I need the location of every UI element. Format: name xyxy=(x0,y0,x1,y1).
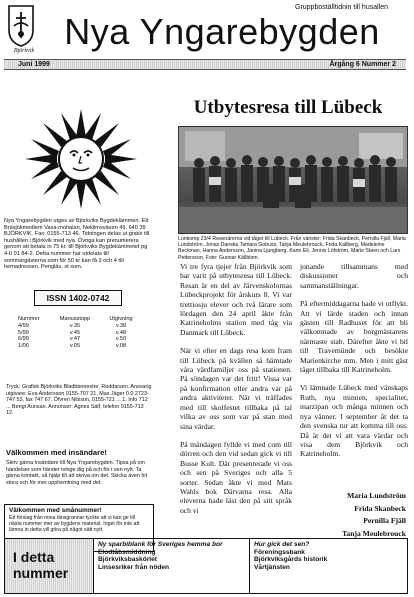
article-column-1 xyxy=(180,262,292,524)
municipal-crest-icon xyxy=(6,4,36,48)
group-photo xyxy=(178,126,408,234)
contents-item: Elodtåbsmiddning xyxy=(98,548,156,556)
paragraph: Vi tre fyra tjejer från Björkvik som har varit på utbytesresa till Lübeck. Resan är en del av Järvenskolornas Lübeckprojekt för årskurs 8. Vi var trettiosju elever och två lärare som lördagen den 24 april åkte från Katrineholms station med tåg via Danmark till Lübeck. xyxy=(180,262,292,337)
in-this-issue-bar xyxy=(4,538,408,594)
paragraph: När vi efter en dags resa kom fram till Lübeck på kvällen så hämtade våra värdfamiljer oss på stationen. På söndagen var det fritt! Vissa var på konfirmation eller andra var på andra aktiviteter. När vi träffades med till skolfestet tillbaka på tal vilka av oss som var på stan med sina värdar. xyxy=(180,346,292,431)
contents-list-2 xyxy=(250,538,408,594)
paragraph: Vi lämnade Lübeck med vänskaps Ruth, nya minnen, specialitet, marzipan och många minnen och nya vänner. I september åt det ta den svenska tur att komma till oss. Då är det vi att vara värdar och visa dem Björkvik och Katrineholm. xyxy=(300,383,408,459)
sidebar-column xyxy=(4,218,152,534)
signature: Maria Lundström xyxy=(347,491,406,500)
contents-item: Linsesriker från nöden xyxy=(98,563,170,571)
issue-number: Årgång 6 Nummer 2 xyxy=(329,61,396,68)
contact-info: Tryck: Grafisk Björkviks Bladbtemestre, Roddarsen. Ansvarig utgivare: Eva Andersson 0155-707 21. Max Jäger 0.0 2723-747 53, fax 747 67. Öfvren Nilsson, 0155-721 ... 1. Info 712 ... Bengt Aunsan. Annonser: Agnes Sälf, telefon 0155-713 12. xyxy=(6,384,152,417)
issn-box: ISSN 1402-0742 xyxy=(34,290,122,306)
schedule-row: 4/99 v.35 v.38 xyxy=(18,322,127,329)
contents-item: Hur gick det sen? xyxy=(254,541,310,548)
article-headline: Utbytesresa till Lübeck xyxy=(193,97,383,118)
contents-item: Föreningssbank xyxy=(254,548,305,556)
crest-caption: Björkvik xyxy=(13,48,35,54)
paragraph: På eftermiddagarna hade vi utflykt. Att vi lärde staden och innan gästen till Radhuset för att bli välkomnade av borgmästarens närmaste stab. Därefter åkte vi bil till Travemünde och besökte Marienkirche mm. Men i mitt gäst tåget tillbaka till Katrineholm. xyxy=(300,299,408,375)
signature: Tanja Meulebrouck xyxy=(342,528,406,538)
contents-list-1 xyxy=(94,538,250,594)
in-this-issue-label: I detta nummer xyxy=(4,538,94,594)
letters-heading: Välkommen med insändare! xyxy=(6,448,107,457)
contents-item: Ny sparbiblank för Sveriges hemma bor xyxy=(98,541,223,548)
material-notice-title: Välkommen med smånummer! xyxy=(9,507,102,514)
issue-bar xyxy=(4,59,406,70)
tagline: Gruppboställtidnin till husallen xyxy=(295,4,388,11)
signature: Pernilla Fjäll xyxy=(363,516,406,525)
schedule-row: 6/99 v.47 v.50 xyxy=(18,336,127,343)
schedule-row: 1/00 v.05 v.08 xyxy=(18,343,127,350)
schedule-header: Nummer Manusstopp Utgivning xyxy=(18,316,133,322)
paragraph: På måndagen fyllde vi med com till dörren och den vid sedan gick vi till Busse Kult. Där presenterade vi oss och sen på Sveriges och alla 5 sorter. Sedan åkte vi med Mats Wahls bok Därvarna resa. Alla eleverna hade läst den på sitt språk och vi xyxy=(180,439,292,515)
sun-face-illustration-icon xyxy=(22,108,140,210)
paragraph: jonande tillsammans med diskussioner och sammanställningar. xyxy=(300,262,408,290)
signature: Frida Skanbeck xyxy=(354,503,406,513)
article-column-2 xyxy=(300,262,408,468)
contents-item: Björkviksgårds historik xyxy=(254,556,328,564)
publication-info: Nya Yngarebygden utges av Björkviks Bygdeklämmen. Ett Bräsjökmedlem Vasa-mohalan, Neklimsväven 49, 640 39 BJÖRKVIK. Fax: 0155-713 46. Tidningen delas ut gratis till hushållen i Björkvik med nya. Övriga kan prenumerera genom att betala in 75 kr. till Björkviks Bygdekämmetet pg 4-0 01 84-2. Detta nummer har utdelats till sommargästerna som för 50 kr kan få 3 och 4 till hemadressen. Pengläs, st som. xyxy=(4,218,150,271)
issue-date: Juni 1999 xyxy=(18,61,50,68)
schedule-row: 5/99 v.45 v.48 xyxy=(18,329,127,336)
group-photo-illustration xyxy=(179,127,407,233)
contents-item: Björkviksbaskörlet xyxy=(98,556,158,564)
photo-caption: Lunkomp 23/4 Resenärerna vid tåget till Lübeck. Från vänster: Frida Skanbeck, Pernilla Fjäll, Maria Lundström, Jonas Danska Tamara Gobuss, Tanja Meulebrouck, Frida Kallberg, Madeleine Beckman, Hanna Andersson, Janina Ljungberg, Karin Eli, Jennis Löfström, Marie Steen och Lars Pettersson. Foto: Gunnar Källblom. xyxy=(178,236,406,261)
letters-text: Skriv gärna insändare till Nya Yngarebygden. Tipsa på om händelser som händer tvinge dig på och för i sen nytt. Ta gärna kontakt, så hjälp till att skriva om det. Skicka även hit stora och för mer upphemtning med det. xyxy=(6,460,148,486)
publication-schedule xyxy=(18,316,144,350)
material-notice-text: Ett förslag från mina länsgrannar tyckte att vi kan ge till nästa nummer mer av bygdens material. Inget för inte att lämna in detta vill göra på något sätt nytt. xyxy=(9,515,140,534)
article-signatures xyxy=(300,490,406,540)
newsletter-title: Nya Yngarebygden xyxy=(64,11,380,52)
contents-item: Vårtjänsten xyxy=(254,563,290,571)
